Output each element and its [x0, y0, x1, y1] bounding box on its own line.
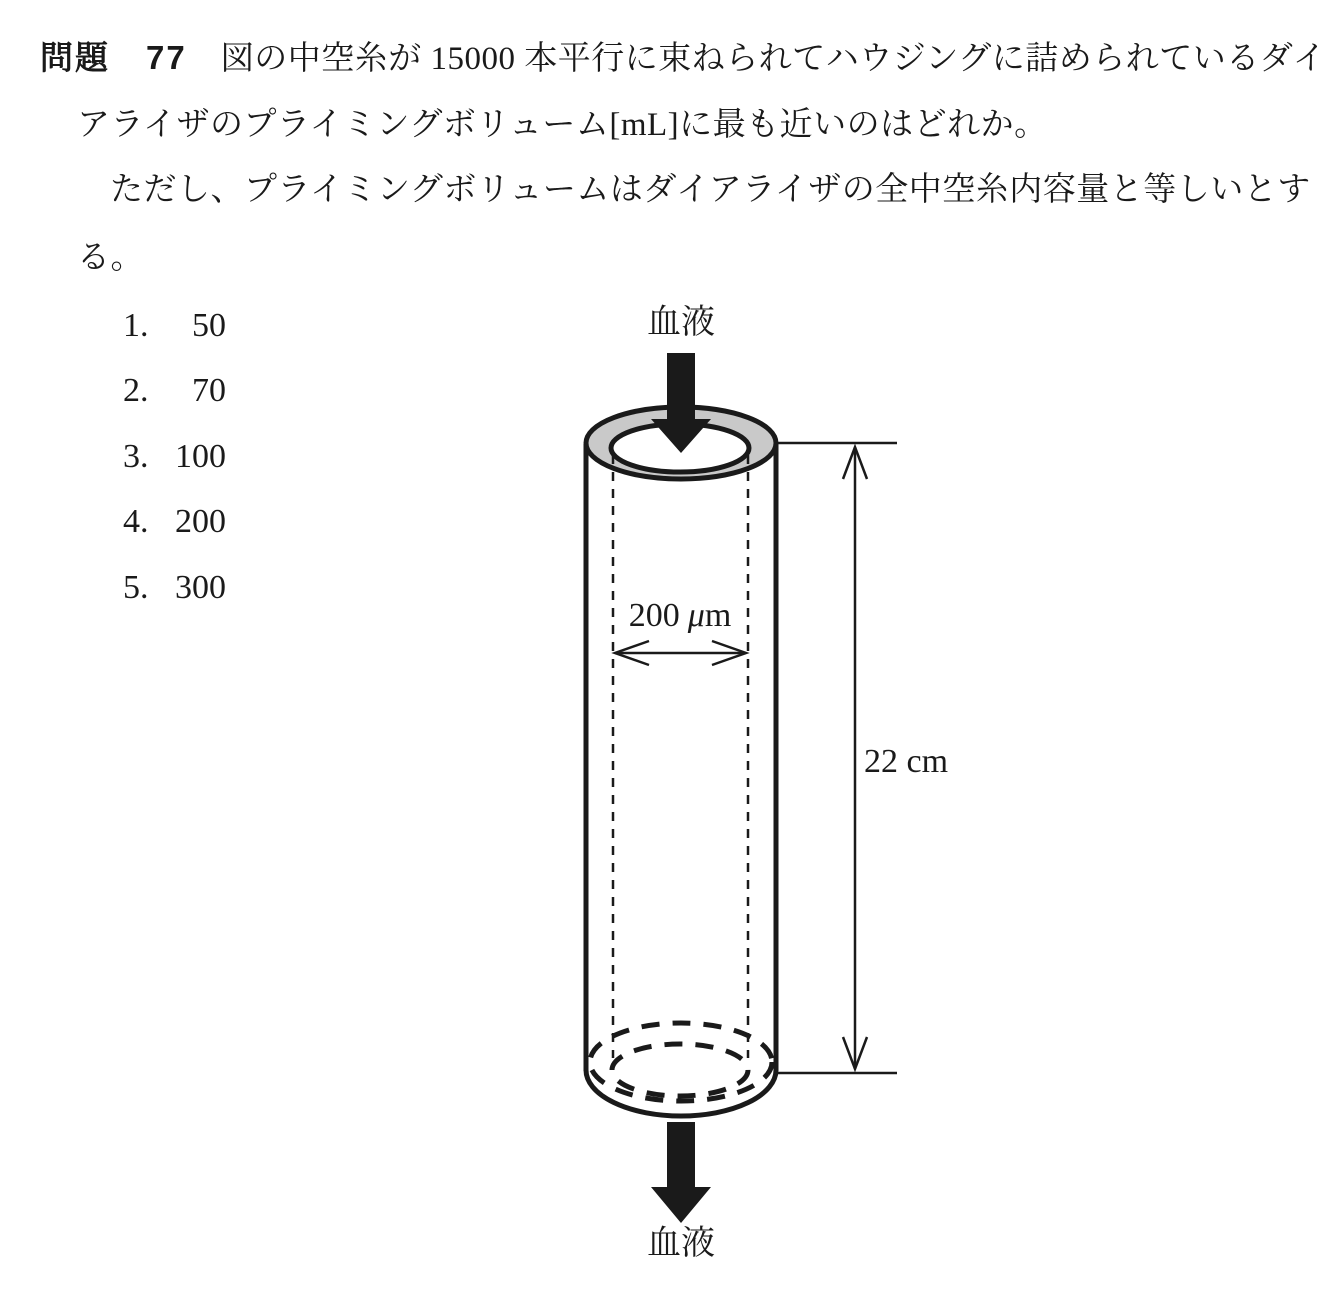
choice-value: 300: [175, 568, 226, 606]
question-number: 77: [146, 39, 187, 76]
choice-row-3: [123, 437, 226, 475]
question-line1-text: 図の中空糸が 15000 本平行に束ねられてハウジングに詰められているダイ: [220, 41, 1327, 77]
inner-diameter-unit: m: [704, 597, 732, 634]
question-line-4: る。: [77, 240, 144, 276]
choice-number: 5.: [123, 568, 149, 606]
inner-diameter-value: 200: [628, 597, 680, 634]
choice-value: 50: [192, 307, 226, 344]
choice-number: 4.: [123, 503, 149, 541]
question-line-1: [40, 41, 1326, 76]
hollow-fiber-figure: [558, 295, 1020, 1290]
choice-row-4: [123, 503, 226, 541]
choice-value: 70: [192, 372, 226, 410]
choice-number: 2.: [123, 372, 149, 410]
question-label: 問題: [40, 39, 110, 76]
choices-list: [123, 309, 226, 636]
blood-out-arrow-icon: [651, 1122, 711, 1223]
choice-value: 100: [175, 437, 226, 475]
question-line-3: ただし、プライミングボリュームはダイアライザの全中空糸内容量と等しいとす: [110, 172, 1311, 208]
inner-diameter-mu: μ: [687, 597, 705, 634]
inner-diameter-label: [629, 599, 732, 633]
choice-row-5: [123, 568, 226, 606]
blood-out-label: 血液: [647, 1225, 715, 1262]
choice-value: 200: [175, 503, 226, 541]
choice-row-2: [123, 372, 226, 410]
choice-number: 3.: [123, 437, 149, 475]
choice-number: 1.: [123, 307, 149, 344]
question-line-2: アライザのプライミングボリューム[mL]に最も近いのはどれか。: [77, 107, 1048, 143]
fiber-length-label: 22 cm: [864, 743, 949, 780]
blood-in-label: 血液: [647, 304, 715, 341]
fiber-bottom-inner-rim-dashed: [612, 1044, 748, 1096]
choice-row-1: [123, 309, 226, 342]
